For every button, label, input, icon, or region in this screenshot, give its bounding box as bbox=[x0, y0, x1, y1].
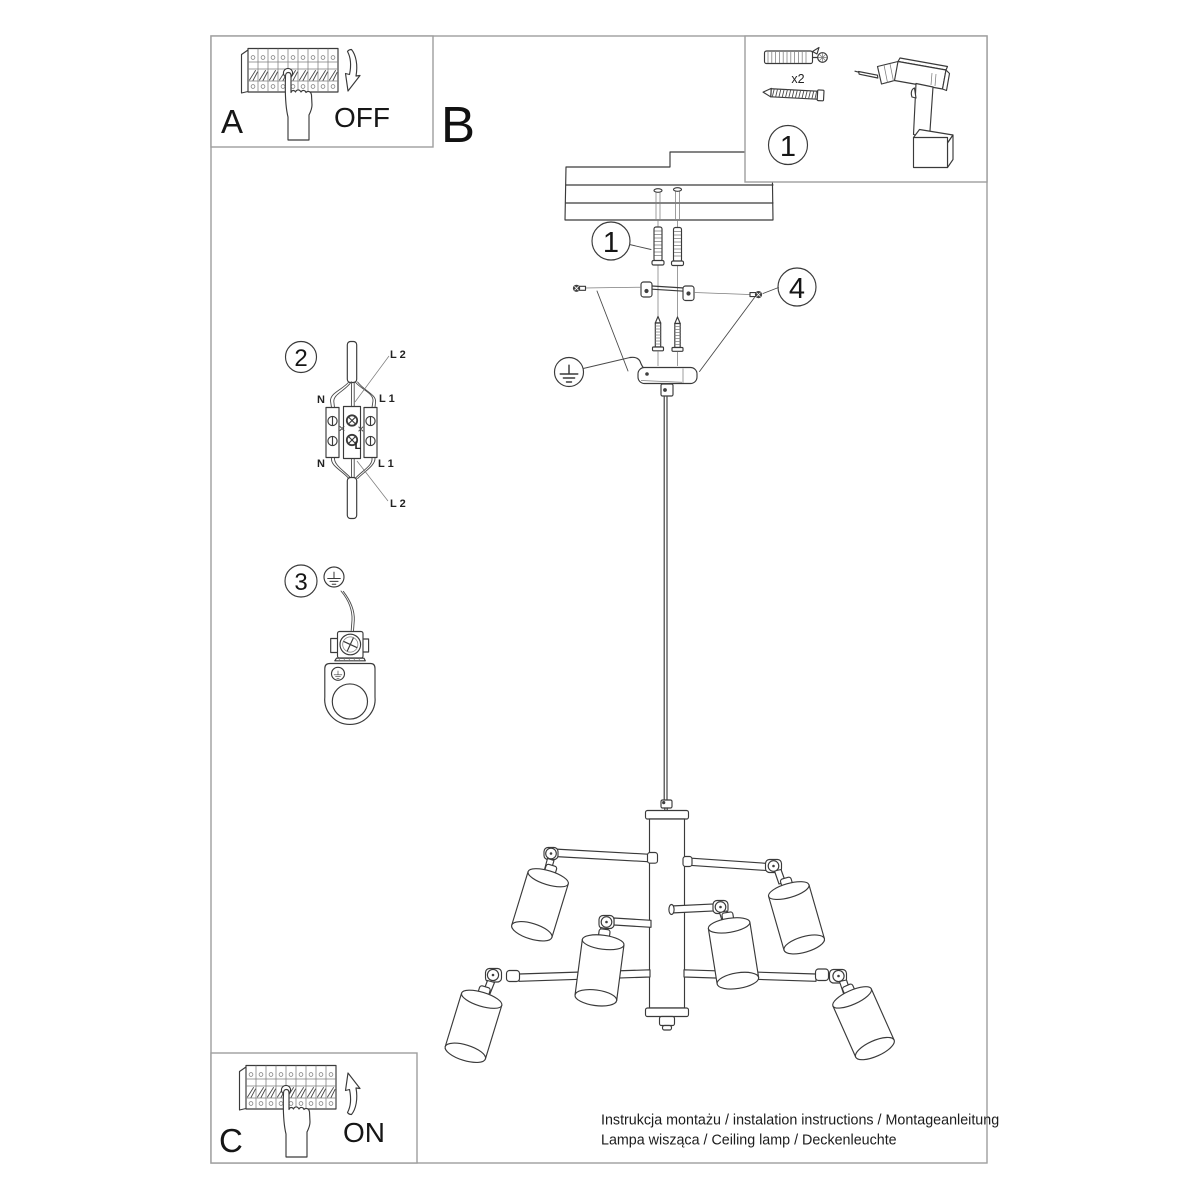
on-label: ON bbox=[343, 1117, 385, 1148]
wire-label-n-bottom: N bbox=[317, 458, 325, 470]
footer-line-1: Instrukcja montażu / instalation instructions / Montageanleitung bbox=[601, 1112, 1000, 1129]
step-c-label: C bbox=[219, 1122, 243, 1159]
dowels-callout-number: 1 bbox=[602, 227, 620, 259]
hook-body bbox=[325, 664, 375, 725]
wall-plug-pair bbox=[652, 227, 684, 266]
shade-middle-left bbox=[574, 927, 626, 1009]
mounting-bracket bbox=[641, 282, 694, 301]
dowel-quantity-label: x2 bbox=[791, 72, 805, 86]
shade-lower-right bbox=[828, 977, 898, 1064]
wire-label-l2-top: L 2 bbox=[390, 349, 406, 361]
mounting-assembly bbox=[555, 220, 817, 800]
screws-callout bbox=[763, 268, 816, 306]
footer-line-2: Lampa wisząca / Ceiling lamp / Deckenleuchte bbox=[601, 1132, 897, 1149]
wires-top bbox=[330, 382, 375, 408]
screws-callout-number: 4 bbox=[788, 273, 806, 305]
long-screws bbox=[653, 317, 684, 367]
shade-upper-right bbox=[765, 872, 827, 957]
tools-callout bbox=[769, 126, 808, 165]
strain-relief-diagram bbox=[285, 565, 375, 724]
terminal-block bbox=[326, 407, 377, 459]
shade-middle-right bbox=[706, 909, 759, 991]
wire-label-l2-bottom: L 2 bbox=[390, 498, 406, 510]
dowels-callout bbox=[592, 222, 651, 260]
ground-symbol-small bbox=[324, 567, 344, 587]
footer-captions bbox=[601, 1113, 999, 1149]
step-b-label: B bbox=[441, 96, 476, 153]
lamp-body bbox=[646, 811, 689, 1031]
wire-label-live: L bbox=[354, 440, 362, 452]
ground-wire bbox=[341, 591, 354, 631]
tools-callout-number: 1 bbox=[779, 131, 797, 163]
shade-upper-left bbox=[509, 859, 572, 945]
wire-label-l1-top: L 1 bbox=[379, 393, 395, 405]
wiring-callout-number: 2 bbox=[294, 345, 308, 372]
ground-symbol bbox=[555, 357, 645, 386]
strain-relief-callout-number: 3 bbox=[294, 569, 308, 596]
shade-lower-left bbox=[443, 981, 506, 1067]
suspension-cable bbox=[664, 397, 667, 800]
wire-label-n-top: N bbox=[317, 394, 325, 406]
wiring-diagram bbox=[286, 342, 406, 519]
lamp-canopy-connector bbox=[661, 800, 672, 811]
wire-label-l1-bottom: L 1 bbox=[378, 458, 394, 470]
step-a-label: A bbox=[221, 103, 244, 140]
ceiling-slab bbox=[565, 152, 773, 220]
lamp-cable bbox=[347, 478, 356, 519]
supply-cable bbox=[347, 342, 356, 383]
cable-clamp bbox=[331, 632, 369, 661]
lamp-drawing bbox=[443, 800, 897, 1066]
off-label: OFF bbox=[334, 102, 390, 133]
canopy bbox=[638, 368, 697, 397]
